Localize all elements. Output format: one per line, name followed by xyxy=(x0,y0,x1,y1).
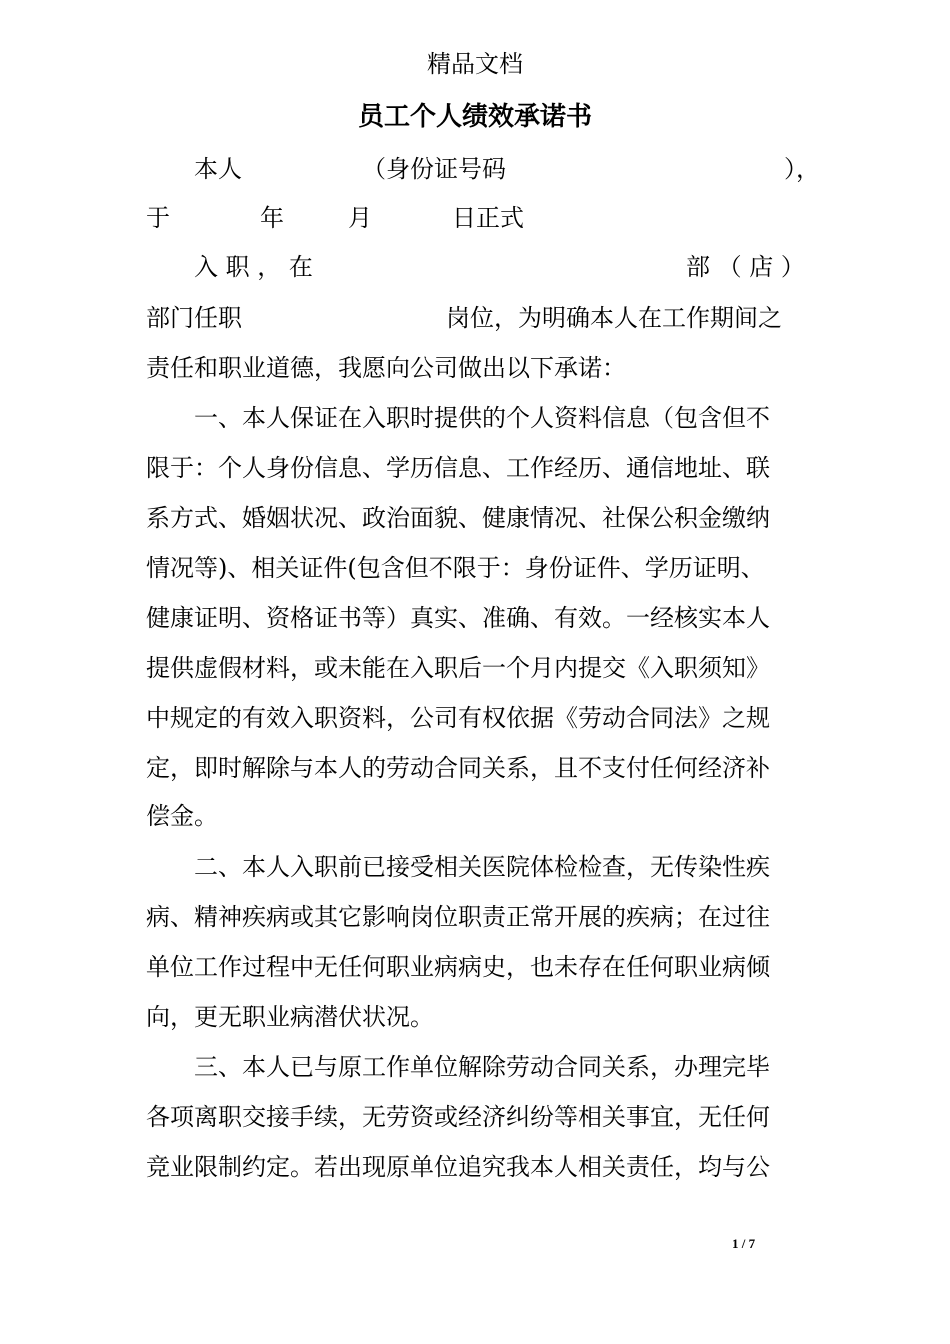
body-line: 中规定的有效入职资料，公司有权依据《劳动合同法》之规 xyxy=(146,704,770,732)
body-line: 一、本人保证在入职时提供的个人资料信息（包含但不 xyxy=(194,404,770,432)
form-id-label: （身份证号码 xyxy=(362,155,506,183)
form-entry-label: 入 职 ， 在 xyxy=(194,253,313,281)
body-line: 二、本人入职前已接受相关医院体检检查，无传染性疾 xyxy=(194,853,770,881)
form-id-close: ）， xyxy=(784,155,820,183)
body-line: 各项离职交接手续，无劳资或经济纠纷等相关事宜，无任何 xyxy=(146,1103,770,1131)
form-dept-label: 部 （ 店 ） xyxy=(686,253,805,281)
form-date-prefix: 于 xyxy=(146,204,170,232)
form-position-label: 岗位，为明确本人在工作期间之 xyxy=(446,304,782,332)
page-number: 1 / 7 xyxy=(732,1236,756,1251)
body-line: 向，更无职业病潜伏状况。 xyxy=(146,1003,434,1031)
form-self-label: 本人 xyxy=(194,155,242,183)
body-line: 病、精神疾病或其它影响岗位职责正常开展的疾病；在过往 xyxy=(146,903,770,931)
form-day-label: 日正式 xyxy=(452,204,524,232)
body-line: 单位工作过程中无任何职业病病史，也未存在任何职业病倾 xyxy=(146,953,770,981)
body-line: 限于：个人身份信息、学历信息、工作经历、通信地址、联 xyxy=(146,454,770,482)
body-line: 情况等)、相关证件(包含但不限于：身份证件、学历证明、 xyxy=(146,554,765,582)
body-line: 系方式、婚姻状况、政治面貌、健康情况、社保公积金缴纳 xyxy=(146,504,770,532)
body-line: 健康证明、资格证书等）真实、准确、有效。一经核实本人 xyxy=(146,604,770,632)
form-post-label: 部门任职 xyxy=(146,304,242,332)
body-line: 提供虚假材料，或未能在入职后一个月内提交《入职须知》 xyxy=(146,654,770,682)
body-line: 竞业限制约定。若出现原单位追究我本人相关责任，均与公 xyxy=(146,1153,770,1181)
document-header: 精品文档 xyxy=(427,50,523,78)
form-month-label: 月 xyxy=(348,204,372,232)
body-line: 三、本人已与原工作单位解除劳动合同关系，办理完毕 xyxy=(194,1053,770,1081)
body-line: 偿金。 xyxy=(146,802,218,830)
document-title: 员工个人绩效承诺书 xyxy=(357,102,592,132)
form-line-5: 责任和职业道德，我愿向公司做出以下承诺： xyxy=(146,354,626,382)
form-year-label: 年 xyxy=(260,204,284,232)
body-line: 定，即时解除与本人的劳动合同关系，且不支付任何经济补 xyxy=(146,754,770,782)
